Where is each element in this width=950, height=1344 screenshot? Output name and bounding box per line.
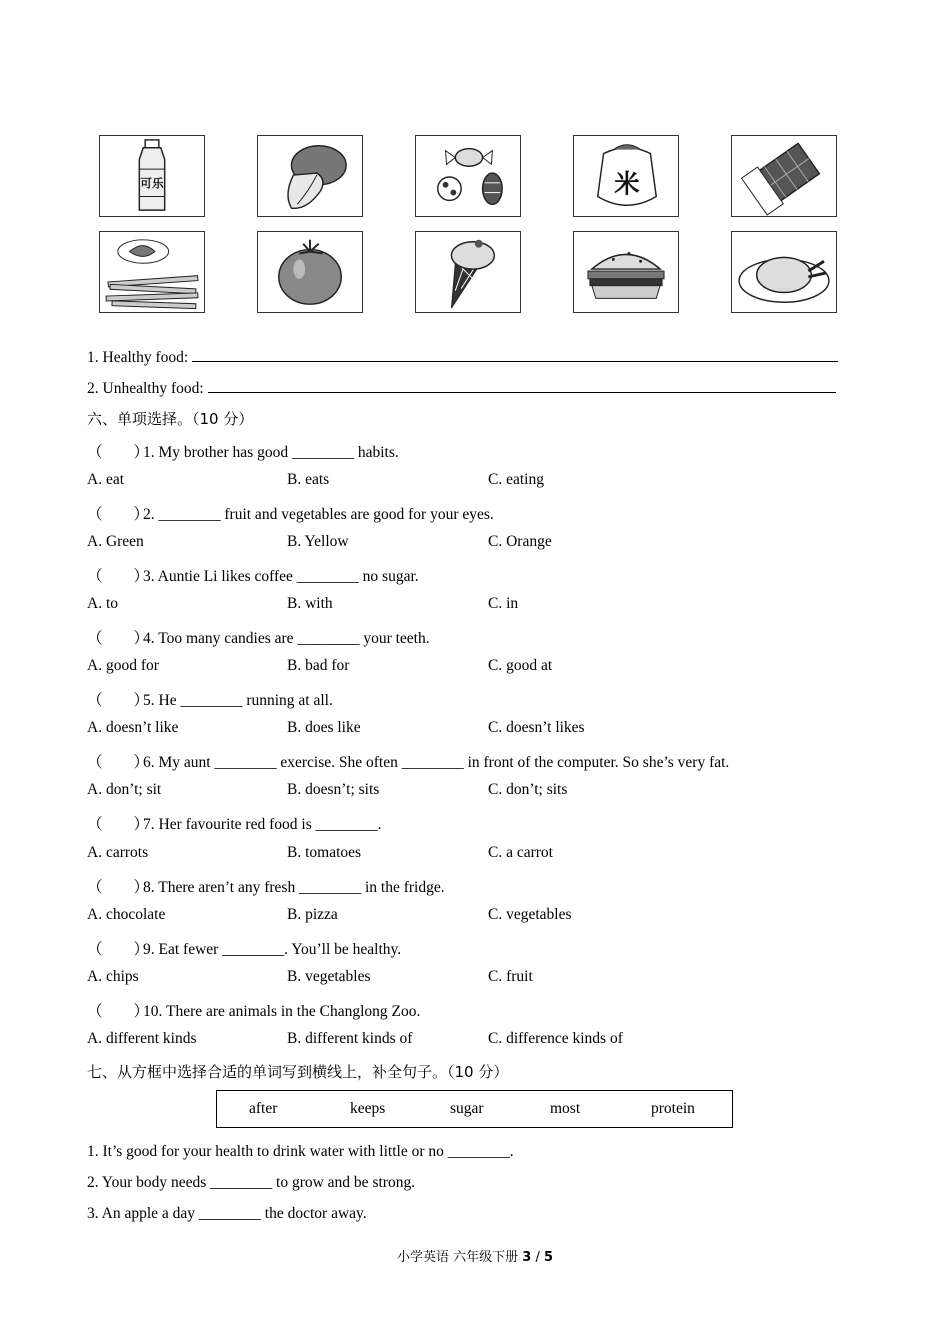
question-5 bbox=[87, 688, 333, 710]
option-c: C. good at bbox=[488, 657, 553, 674]
ice-cream-cone-icon bbox=[415, 231, 521, 313]
option-a: A. eat bbox=[87, 471, 125, 488]
answer-paren[interactable]: （ ） bbox=[87, 506, 150, 523]
option-c: C. don’t; sits bbox=[488, 781, 568, 798]
question-10 bbox=[87, 999, 420, 1021]
section7-title: 七、从方框中选择合适的单词写到横线上，补全句子。（10 分） bbox=[87, 1063, 509, 1081]
option-b: B. doesn’t; sits bbox=[287, 781, 380, 798]
answer-paren[interactable]: （ ） bbox=[87, 941, 150, 958]
question-1 bbox=[87, 440, 399, 462]
cabbage-icon bbox=[257, 135, 363, 217]
word-box-item: most bbox=[550, 1100, 581, 1117]
option-a: A. chips bbox=[87, 968, 139, 985]
option-b: B. does like bbox=[287, 719, 361, 736]
question-9 bbox=[87, 937, 401, 959]
question-text: 1. My brother has good ________ habits. bbox=[143, 444, 399, 461]
question-text: 10. There are animals in the Changlong Zoo. bbox=[143, 1003, 421, 1020]
question-text: 6. My aunt ________ exercise. She often ________ in front of the computer. So she’s very fat. bbox=[143, 754, 730, 771]
option-a: A. doesn’t like bbox=[87, 719, 179, 736]
healthy-food-label: 1. Healthy food: bbox=[87, 349, 189, 366]
answer-paren[interactable]: （ ） bbox=[87, 1003, 150, 1020]
option-b: B. with bbox=[287, 595, 333, 612]
sentence-1: 1. It’s good for your health to drink water with little or no ________. bbox=[87, 1143, 514, 1160]
answer-paren[interactable]: （ ） bbox=[87, 568, 150, 585]
question-4 bbox=[87, 626, 430, 648]
page-total: 5 bbox=[543, 1250, 554, 1265]
unhealthy-food-label: 2. Unhealthy food: bbox=[87, 380, 204, 397]
hamburger-icon bbox=[573, 231, 679, 313]
option-b: B. bad for bbox=[287, 657, 350, 674]
word-box bbox=[216, 1090, 733, 1128]
healthy-food-blank[interactable] bbox=[192, 347, 838, 362]
roast-chicken-icon bbox=[731, 231, 837, 313]
page-separator: / bbox=[535, 1250, 540, 1265]
option-b: B. tomatoes bbox=[287, 844, 362, 861]
answer-paren[interactable]: （ ） bbox=[87, 879, 150, 896]
fries-and-fish-icon bbox=[99, 231, 205, 313]
option-a: A. to bbox=[87, 595, 118, 612]
option-b: B. vegetables bbox=[287, 968, 371, 985]
word-box-item: keeps bbox=[350, 1100, 386, 1117]
answer-paren[interactable]: （ ） bbox=[87, 692, 150, 709]
option-a: A. good for bbox=[87, 657, 159, 674]
rice-label: 米 bbox=[614, 168, 640, 199]
question-text: 9. Eat fewer ________. You’ll be healthy. bbox=[143, 941, 402, 958]
cola-label: 可乐 bbox=[140, 176, 164, 191]
option-a: A. don’t; sit bbox=[87, 781, 162, 798]
option-c: C. fruit bbox=[488, 968, 533, 985]
candies-icon bbox=[415, 135, 521, 217]
question-2 bbox=[87, 502, 494, 524]
answer-paren[interactable]: （ ） bbox=[87, 444, 150, 461]
option-c: C. eating bbox=[488, 471, 544, 488]
option-c: C. doesn’t likes bbox=[488, 719, 585, 736]
question-text: 7. Her favourite red food is ________. bbox=[143, 816, 382, 833]
option-b: B. Yellow bbox=[287, 533, 349, 550]
unhealthy-food-line bbox=[87, 378, 836, 398]
option-c: C. in bbox=[488, 595, 519, 612]
word-box-item: after bbox=[249, 1100, 278, 1117]
option-a: A. Green bbox=[87, 533, 144, 550]
option-b: B. pizza bbox=[287, 906, 338, 923]
sentence-3: 3. An apple a day ________ the doctor away. bbox=[87, 1205, 367, 1222]
page-footer bbox=[0, 1246, 950, 1265]
rice-bag-icon bbox=[573, 135, 679, 217]
question-8 bbox=[87, 875, 445, 897]
answer-paren[interactable]: （ ） bbox=[87, 754, 150, 771]
word-box-item: sugar bbox=[450, 1100, 484, 1117]
page-number: 3 bbox=[522, 1250, 532, 1265]
question-text: 8. There aren’t any fresh ________ in the fridge. bbox=[143, 879, 445, 896]
question-3 bbox=[87, 564, 419, 586]
footer-text: 小学英语 六年级下册 bbox=[396, 1250, 519, 1265]
answer-paren[interactable]: （ ） bbox=[87, 630, 150, 647]
option-c: C. Orange bbox=[488, 533, 552, 550]
option-b: B. different kinds of bbox=[287, 1030, 413, 1047]
question-text: 2. ________ fruit and vegetables are good for your eyes. bbox=[143, 506, 494, 523]
option-a: A. carrots bbox=[87, 844, 149, 861]
option-c: C. difference kinds of bbox=[488, 1030, 623, 1047]
option-a: A. different kinds bbox=[87, 1030, 197, 1047]
answer-paren[interactable]: （ ） bbox=[87, 816, 150, 833]
section6-title: 六、单项选择。（10 分） bbox=[87, 410, 254, 428]
healthy-food-line bbox=[87, 347, 838, 367]
option-a: A. chocolate bbox=[87, 906, 166, 923]
word-box-item: protein bbox=[651, 1100, 695, 1117]
sentence-2: 2. Your body needs ________ to grow and be strong. bbox=[87, 1174, 416, 1191]
option-b: B. eats bbox=[287, 471, 330, 488]
question-7 bbox=[87, 812, 381, 834]
cola-bottle-icon bbox=[99, 135, 205, 217]
unhealthy-food-blank[interactable] bbox=[208, 378, 836, 393]
question-text: 4. Too many candies are ________ your teeth. bbox=[143, 630, 430, 647]
tomato-icon bbox=[257, 231, 363, 313]
option-c: C. a carrot bbox=[488, 844, 553, 861]
chocolate-bar-icon bbox=[731, 135, 837, 217]
option-c: C. vegetables bbox=[488, 906, 572, 923]
question-6 bbox=[87, 750, 729, 772]
question-text: 5. He ________ running at all. bbox=[143, 692, 333, 709]
question-text: 3. Auntie Li likes coffee ________ no sugar. bbox=[143, 568, 419, 585]
